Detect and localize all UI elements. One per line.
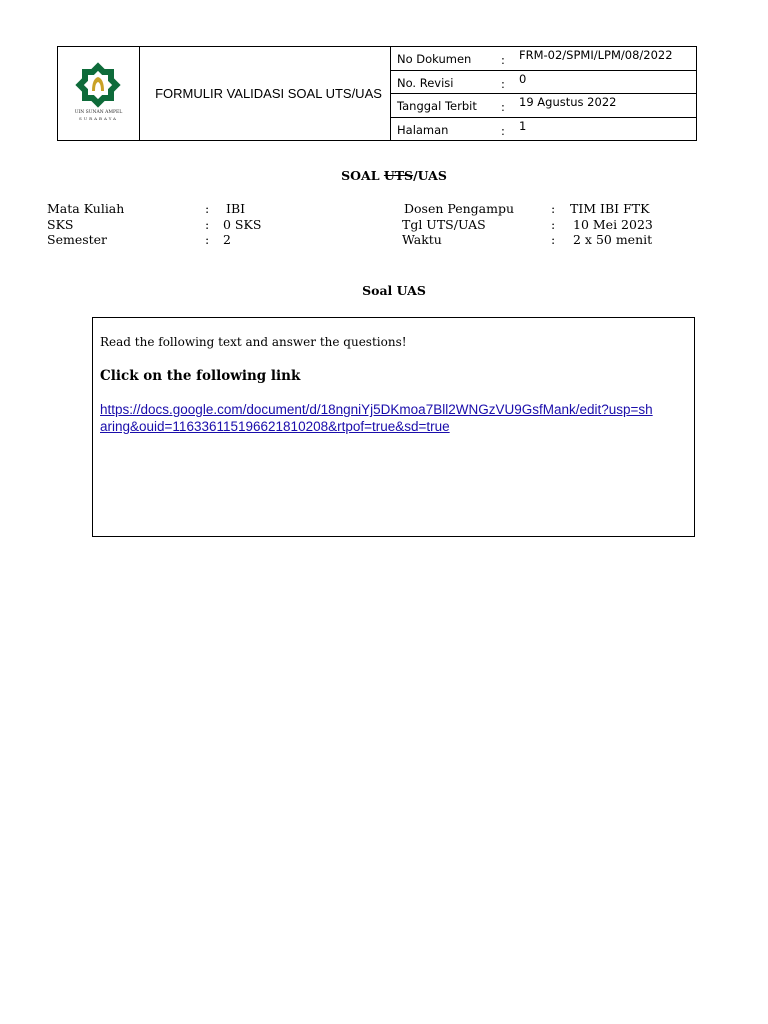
exam-heading-prefix: SOAL [341,168,384,183]
meta-colon: : [501,124,505,138]
question-box [92,317,695,537]
meta-label: No Dokumen [397,52,472,66]
meta-row-no-dokumen [391,47,696,70]
info-label-waktu: Waktu [402,232,442,247]
info-value-tgl-uts-uas: 10 Mei 2023 [573,217,653,232]
meta-row-no-revisi [391,70,696,94]
meta-colon: : [501,100,505,114]
meta-colon: : [501,77,505,91]
info-value-semester: 2 [223,232,231,247]
meta-value: FRM-02/SPMI/LPM/08/2022 [519,48,673,62]
document-link[interactable]: https://docs.google.com/document/d/18ngniYj5DKmoa7Bll2WNGzVU9GsfMank/edit?usp=sharing&ouid=116336115196621810208&rtpof=true&sd=true [100,402,653,434]
exam-heading-suffix: /UAS [413,168,447,183]
info-label-mata-kuliah: Mata Kuliah [47,201,125,216]
meta-value: 19 Agustus 2022 [519,95,617,109]
info-label-sks: SKS [47,217,74,232]
exam-heading [0,168,768,183]
info-colon: : [551,217,556,232]
university-logo-icon [70,61,126,111]
meta-label: No. Revisi [397,76,454,90]
info-label-tgl-uts-uas: Tgl UTS/UAS [402,217,486,232]
document-header-table [57,46,697,141]
info-value-dosen-pengampu: TIM IBI FTK [570,201,650,216]
meta-colon: : [501,53,505,67]
meta-value: 1 [519,119,527,133]
info-value-waktu: 2 x 50 menit [573,232,653,247]
info-value-sks: 0 SKS [223,217,262,232]
meta-row-halaman [391,117,696,141]
info-colon: : [205,201,210,216]
logo-line-2: SURABAYA [79,116,118,121]
info-label-dosen-pengampu: Dosen Pengampu [404,201,515,216]
info-value-mata-kuliah: IBI [226,201,246,216]
exam-heading-struck: UTS [383,168,414,183]
info-colon: : [551,201,556,216]
meta-label: Tanggal Terbit [397,99,477,113]
meta-label: Halaman [397,123,449,137]
logo-cell [58,47,140,140]
document-meta [391,47,696,140]
form-title: FORMULIR VALIDASI SOAL UTS/UAS [139,47,391,140]
info-colon: : [551,232,556,247]
info-label-semester: Semester [47,232,108,247]
meta-value: 0 [519,72,527,86]
meta-row-tanggal-terbit [391,93,696,117]
logo-line-1: UIN SUNAN AMPEL [74,110,123,115]
question-instruction: Read the following text and answer the questions! [100,335,407,349]
info-colon: : [205,217,210,232]
click-label: Click on the following link [100,368,301,384]
info-colon: : [205,232,210,247]
section-title: Soal UAS [362,283,426,298]
